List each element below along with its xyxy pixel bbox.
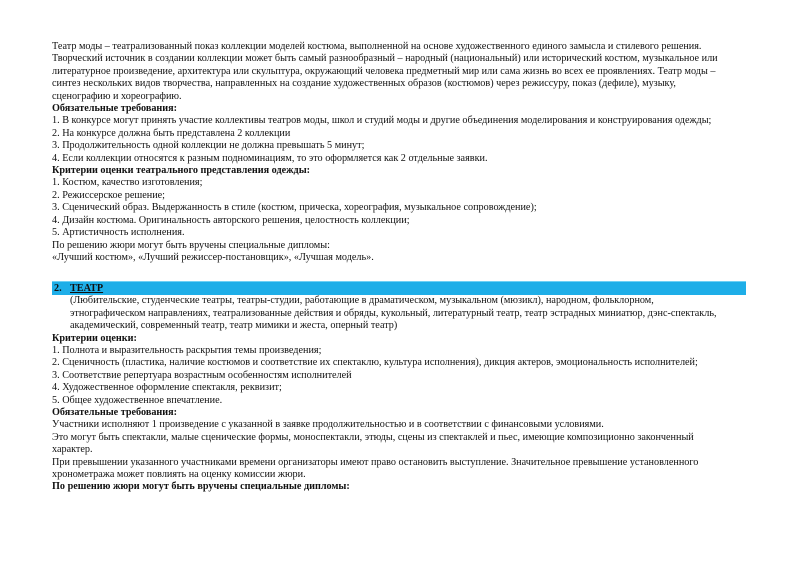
fashion-intro-line: Творческий источник в создании коллекции может быть самый разнообразный – народный (национальный) или исторический костюм, музыкальное или	[52, 53, 718, 65]
document-page	[52, 41, 746, 494]
theatre-section-header	[52, 281, 746, 295]
fashion-jury-line: «Лучший костюм», «Лучший режиссер-постановщик», «Лучшая модель».	[52, 251, 374, 263]
fashion-criteria-item: 1. Костюм, качество изготовления;	[52, 177, 203, 189]
theatre-criteria-list	[52, 345, 746, 407]
fashion-intro	[52, 41, 746, 103]
theatre-requirement-line: При превышении указанного участниками времени организаторы имеют право остановить выступление. Значительное превышение установленного	[52, 456, 699, 468]
theatre-criteria-item: 5. Общее художественное впечатление.	[52, 394, 223, 406]
theatre-description	[52, 295, 746, 332]
fashion-criteria-list	[52, 177, 746, 239]
fashion-criteria-item: 3. Сценический образ. Выдержанность в стиле (костюм, прическа, хореография, музыкальное сопровождение);	[52, 202, 537, 214]
fashion-criteria-item: 4. Дизайн костюма. Оригинальность авторского решения, целостность коллекции;	[52, 214, 410, 226]
theatre-description-line: академический, современный театр, театр мимики и жеста, оперный театр)	[70, 320, 398, 332]
theatre-description-line: этнографическом направлениях, театрализованные действия и обряды, кукольный, литературный театр, театр эстрадных миниатюр, дэнс-спектакль,	[70, 307, 717, 319]
theatre-requirement-line: хронометража может повлиять на оценку комиссии жюри.	[52, 469, 306, 480]
theatre-section-title: ТЕАТР	[70, 283, 104, 295]
theatre-requirement-line: характер.	[52, 444, 93, 456]
theatre-criteria-item: 3. Соответствие репертуара возрастным особенностям исполнителей	[52, 369, 352, 381]
fashion-intro-line: Театр моды – театрализованный показ коллекции моделей костюма, выполненной на основе художественного единого замысла и стилевого решения.	[52, 41, 702, 52]
fashion-intro-line: синтез нескольких видов творчества, направленных на создание художественных образов (костюмов) через режиссуру, показ (дефиле), музыку,	[52, 78, 676, 90]
fashion-requirement-item: 2. На конкурсе должна быть представлена 2 коллекции	[52, 127, 291, 139]
fashion-intro-line: литературное произведение, архитектура или скульптура, окружающий человека предметный мир или сама жизнь во всех ее проявлениях. Театр моды –	[52, 65, 716, 77]
fashion-requirement-item: 4. Если коллекции относятся к разным подноминациям, то это оформляется как 2 отдельные заявки.	[52, 152, 488, 164]
theatre-jury-heading: По решению жюри могут быть вручены специальные дипломы:	[52, 481, 350, 493]
theatre-criteria-item: 4. Художественное оформление спектакля, реквизит;	[52, 382, 282, 394]
fashion-requirements-list	[52, 115, 746, 165]
theatre-section-number: 2.	[54, 283, 62, 295]
fashion-requirement-item: 3. Продолжительность одной коллекции не должна превышать 5 минут;	[52, 140, 365, 152]
fashion-intro-line: сценографию и хореографию.	[52, 90, 182, 102]
theatre-criteria-item: 1. Полнота и выразительность раскрытия темы произведения;	[52, 344, 322, 356]
fashion-criteria-item: 5. Артистичность исполнения.	[52, 227, 185, 239]
fashion-criteria-item: 2. Режиссерское решение;	[52, 189, 165, 201]
fashion-jury-line: По решению жюри могут быть вручены специальные дипломы:	[52, 239, 330, 251]
fashion-requirement-item: 1. В конкурсе могут принять участие коллективы театров моды, школ и студий моды и другие объединения моделирования и конструирования одежды;	[52, 115, 712, 127]
theatre-criteria-heading: Критерии оценки:	[52, 332, 137, 344]
theatre-requirement-line: Это могут быть спектакли, малые сценические формы, моноспектакли, этюды, сцены из спектаклей и пьес, имеющие композиционно законченный	[52, 431, 694, 443]
fashion-requirements-heading: Обязательные требования:	[52, 103, 178, 115]
theatre-description-line: (Любительские, студенческие театры, театры-студии, работающие в драматическом, музыкальном (мюзикл), народном, фольклорном,	[70, 295, 654, 307]
fashion-criteria-heading: Критерии оценки театрального представления одежды:	[52, 165, 311, 177]
theatre-requirements-heading: Обязательные требования:	[52, 406, 178, 418]
theatre-requirements-text	[52, 419, 746, 481]
theatre-requirement-line: Участники исполняют 1 произведение с указанной в заявке продолжительностью и в соответствии с финансовыми условиями.	[52, 419, 604, 431]
theatre-criteria-item: 2. Сценичность (пластика, наличие костюмов и соответствие их спектаклю, культура исполнения), дикция актеров, эмоциональность исполнителей;	[52, 357, 698, 369]
